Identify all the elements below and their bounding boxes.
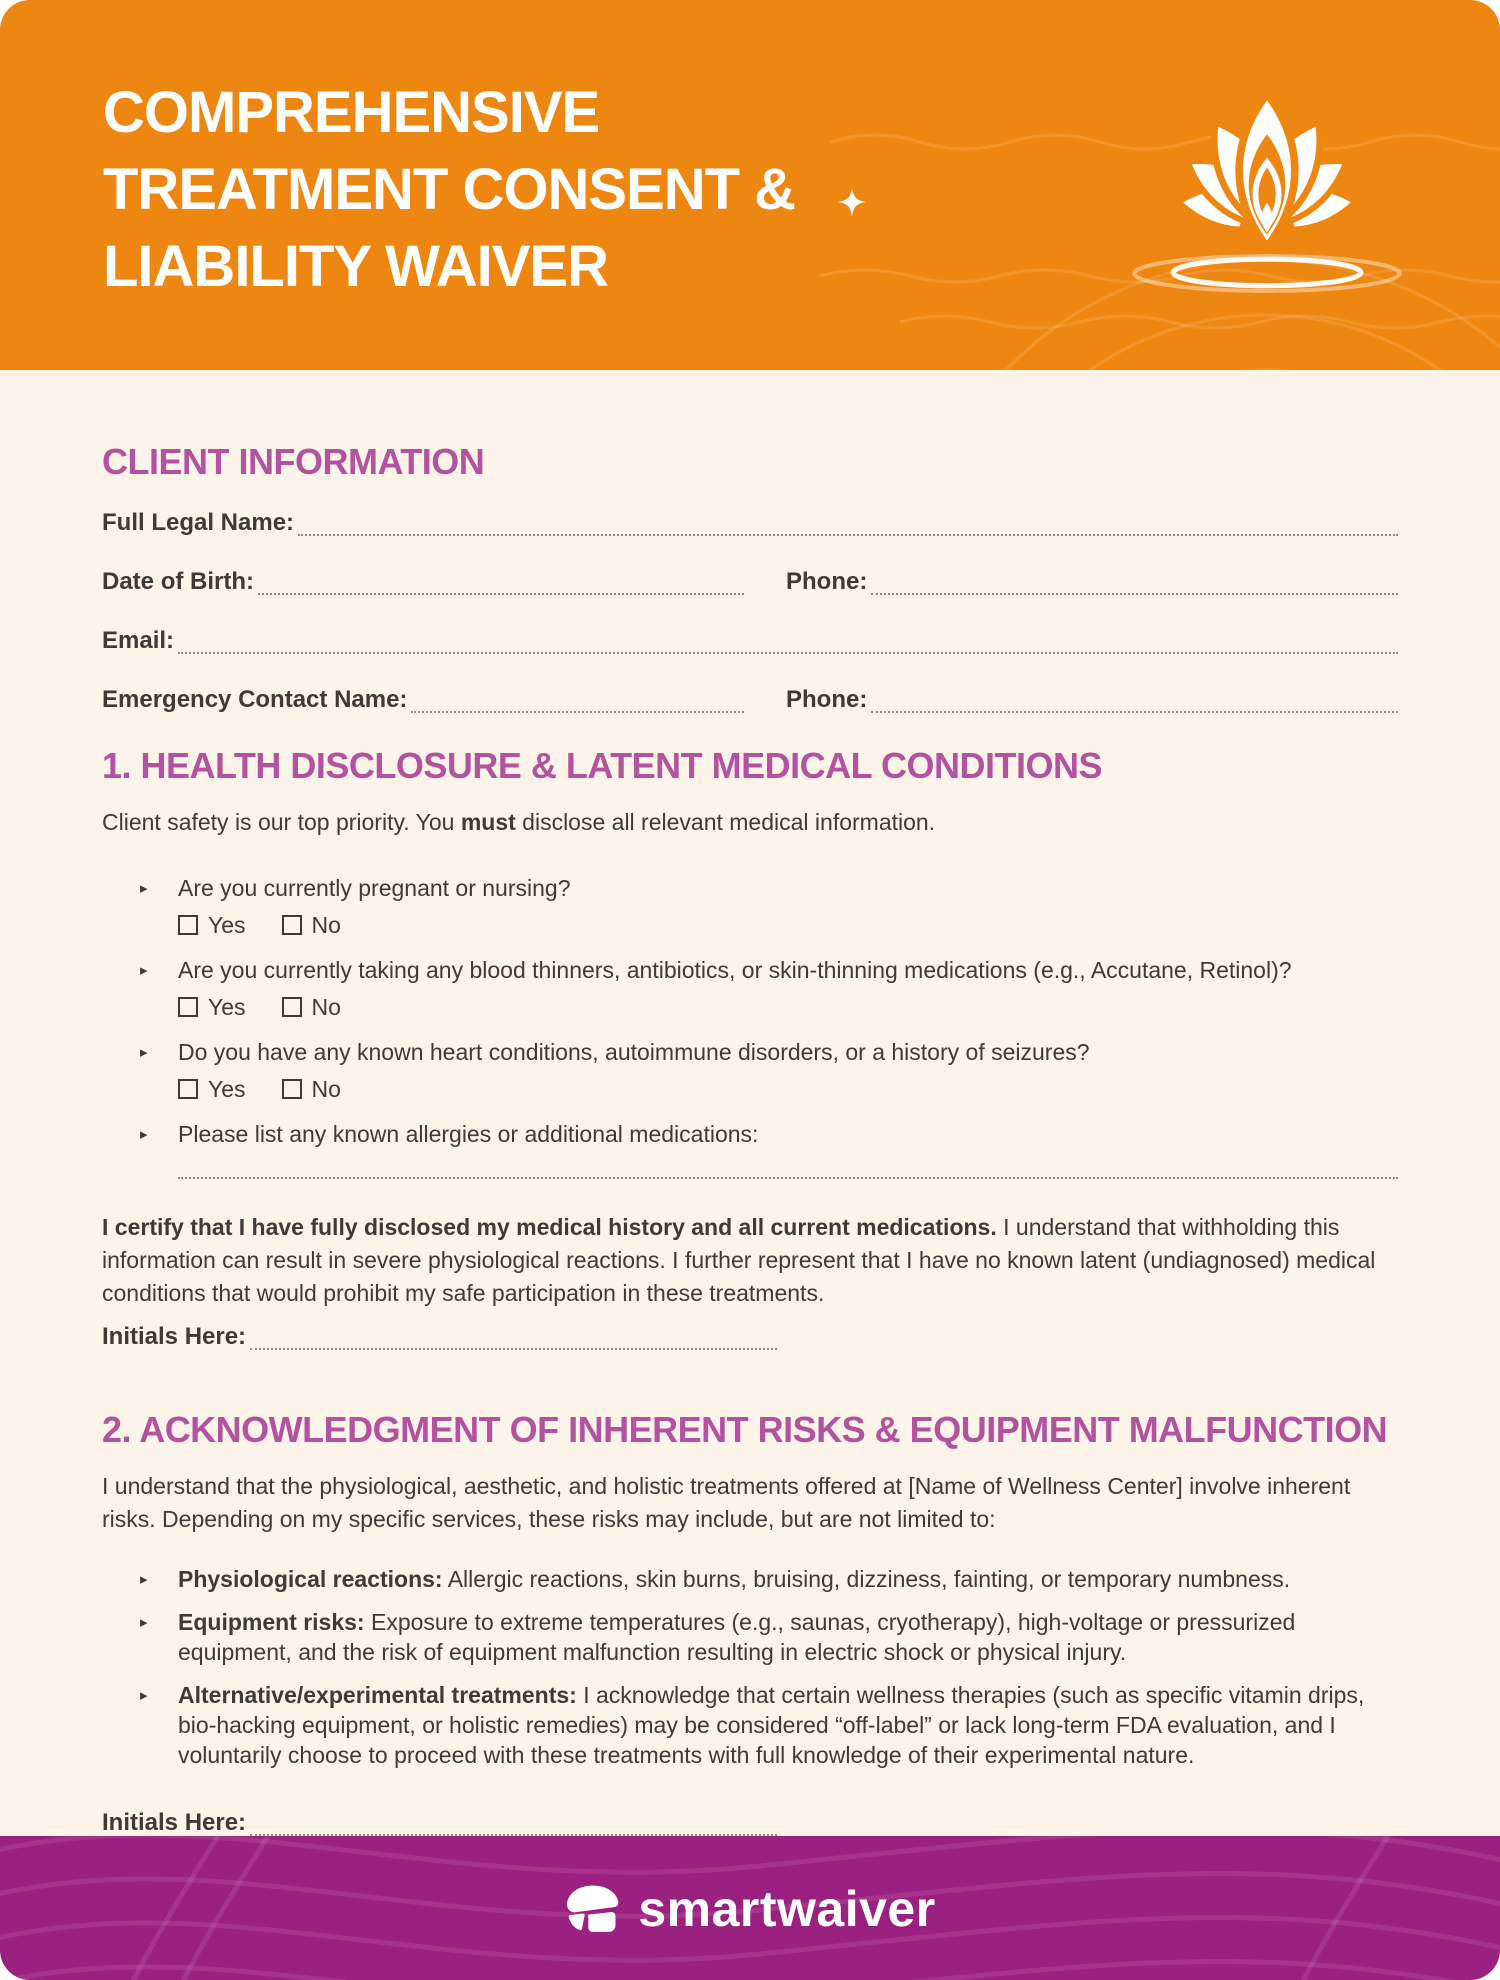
yes-label: Yes xyxy=(208,912,246,938)
section1-heading: 1. HEALTH DISCLOSURE & LATENT MEDICAL CONDITIONS xyxy=(102,745,1103,786)
health-disclosure-section xyxy=(102,746,1398,1350)
bullet-arrow-icon: ▸ xyxy=(140,1044,148,1061)
no-label: No xyxy=(311,912,341,938)
question-medications xyxy=(140,955,1398,1022)
pregnant-yes-checkbox[interactable] xyxy=(178,915,198,935)
emergency-phone-input-line[interactable] xyxy=(871,691,1398,713)
date-of-birth-label: Date of Birth: xyxy=(102,568,254,595)
document-header xyxy=(0,0,1500,370)
yes-no-row xyxy=(178,910,1398,940)
emergency-phone-label: Phone: xyxy=(786,686,868,713)
title-line-2: TREATMENT CONSENT & xyxy=(103,157,796,222)
yes-no-row xyxy=(178,1074,1398,1104)
field-row-dob-phone xyxy=(102,569,1398,595)
field-row-email xyxy=(102,628,1398,654)
medications-no-checkbox[interactable] xyxy=(282,997,302,1017)
question-text: Are you currently pregnant or nursing? xyxy=(178,875,571,901)
risk-text: Exposure to extreme temperatures (e.g., saunas, cryotherapy), high-voltage or pressurized equipment, and the risk of equipment malfunction resulting in electric shock or physical injury. xyxy=(178,1609,1296,1665)
medications-yes-checkbox[interactable] xyxy=(178,997,198,1017)
risk-label: Physiological reactions: xyxy=(178,1566,443,1592)
section2-heading: 2. ACKNOWLEDGMENT OF INHERENT RISKS & EQUIPMENT MALFUNCTION xyxy=(102,1409,1388,1450)
question-text: Do you have any known heart conditions, autoimmune disorders, or a history of seizures? xyxy=(178,1039,1090,1065)
risk-label: Equipment risks: xyxy=(178,1609,365,1635)
emergency-contact-input-line[interactable] xyxy=(411,691,744,713)
allergies-input-line[interactable] xyxy=(178,1175,1398,1179)
no-label: No xyxy=(311,994,341,1020)
risk-physiological xyxy=(140,1564,1398,1594)
no-label: No xyxy=(311,1076,341,1102)
bullet-arrow-icon: ▸ xyxy=(140,962,148,979)
yes-label: Yes xyxy=(208,1076,246,1102)
question-text: Are you currently taking any blood thinners, antibiotics, or skin-thinning medications (e.g., Accutane, Retinol)? xyxy=(178,957,1292,983)
allergies-item xyxy=(140,1119,1398,1179)
yes-label: Yes xyxy=(208,994,246,1020)
phone-label: Phone: xyxy=(786,568,868,595)
field-row-emergency xyxy=(102,687,1398,713)
initials-input-line-1[interactable] xyxy=(250,1328,777,1350)
emergency-contact-label: Emergency Contact Name: xyxy=(102,686,408,713)
health-questions-list xyxy=(140,873,1398,1179)
document-body xyxy=(0,370,1500,1836)
risk-alternative xyxy=(140,1680,1398,1770)
title-line-3: LIABILITY WAIVER xyxy=(103,234,608,299)
initials-row-2 xyxy=(102,1810,1398,1836)
field-row-full-name xyxy=(102,510,1398,536)
brand-name: smartwaiver xyxy=(638,1881,936,1937)
bullet-arrow-icon: ▸ xyxy=(140,1687,148,1704)
client-info-heading: CLIENT INFORMATION xyxy=(102,441,485,482)
yes-no-row xyxy=(178,992,1398,1022)
pregnant-no-checkbox[interactable] xyxy=(282,915,302,935)
smartwaiver-brand xyxy=(564,1883,935,1935)
bullet-arrow-icon: ▸ xyxy=(140,1126,148,1143)
risk-text: I acknowledge that certain wellness therapies (such as specific vitamin drips, bio-hacking equipment, or holistic remedies) may be considered “off-label” or lack long-term FDA evaluation, and I voluntarily choose to proceed with these treatments with full knowledge of their experimental nature. xyxy=(178,1682,1365,1768)
risk-label: Alternative/experimental treatments: xyxy=(178,1682,577,1708)
smartwaiver-icon xyxy=(564,1883,622,1935)
risk-text: Allergic reactions, skin burns, bruising, dizziness, fainting, or temporary numbness. xyxy=(442,1566,1291,1592)
initials-label: Initials Here: xyxy=(102,1323,247,1350)
title-line-1: COMPREHENSIVE xyxy=(103,80,600,145)
heart-no-checkbox[interactable] xyxy=(282,1079,302,1099)
section1-intro: Client safety is our top priority. You must disclose all relevant medical information. xyxy=(102,809,936,835)
full-legal-name-label: Full Legal Name: xyxy=(102,509,295,536)
date-of-birth-input-line[interactable] xyxy=(258,573,744,595)
document-title xyxy=(0,0,1500,305)
risk-list xyxy=(140,1564,1398,1770)
heart-yes-checkbox[interactable] xyxy=(178,1079,198,1099)
client-info-fields xyxy=(102,510,1398,713)
risk-equipment xyxy=(140,1607,1398,1667)
bullet-arrow-icon: ▸ xyxy=(140,880,148,897)
risk-acknowledgment-section xyxy=(102,1410,1398,1836)
question-heart-conditions xyxy=(140,1037,1398,1104)
client-information-section xyxy=(102,442,1398,713)
initials-input-line-2[interactable] xyxy=(250,1814,777,1836)
bullet-arrow-icon: ▸ xyxy=(140,1614,148,1631)
email-input-line[interactable] xyxy=(178,632,1398,654)
bullet-arrow-icon: ▸ xyxy=(140,1571,148,1588)
phone-input-line[interactable] xyxy=(871,573,1398,595)
email-label: Email: xyxy=(102,627,175,654)
question-pregnant xyxy=(140,873,1398,940)
initials-label: Initials Here: xyxy=(102,1809,247,1836)
certification-paragraph: I certify that I have fully disclosed my medical history and all current medications. I understand that withholding this information can result in severe physiological reactions. I further represent that I have no known latent (undiagnosed) medical conditions that would prohibit my safe participation in these treatments. xyxy=(102,1214,1376,1306)
full-legal-name-input-line[interactable] xyxy=(298,514,1398,536)
allergies-prompt: Please list any known allergies or additional medications: xyxy=(178,1121,759,1147)
document-footer xyxy=(0,1836,1500,1980)
section2-intro: I understand that the physiological, aesthetic, and holistic treatments offered at [Name of Wellness Center] involve inherent risks. Depending on my specific services, these risks may include, but are not limited to: xyxy=(102,1473,1351,1532)
initials-row-1 xyxy=(102,1324,1398,1350)
